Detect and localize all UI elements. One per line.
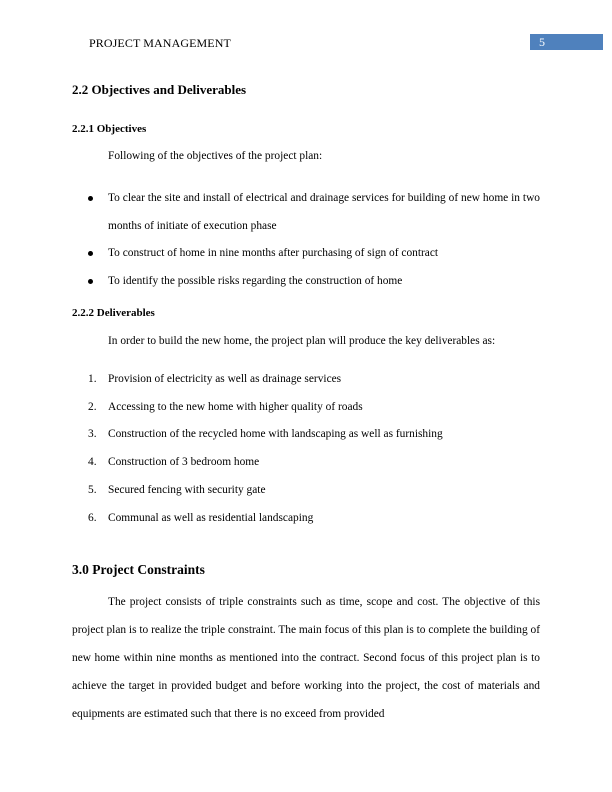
objectives-list [72,185,540,296]
section-heading-3-0: 3.0 Project Constraints [72,562,205,577]
constraints-paragraph: The project consists of triple constraints such as time, scope and cost. The objective of this project plan is to realize the triple constraint. The main focus of this plan is to complete the building of new home within nine months as mentioned into the contract. Second focus of this project plan is to achieve the target in provided budget and before working into the project, the cost of materials and equipments are estimated such that there is no exceed from provided [72,596,540,720]
bullet-icon [88,279,93,284]
page-number-badge: 5 [530,34,603,50]
deliverables-intro: In order to build the new home, the project plan will produce the key deliverables as: [108,335,496,347]
list-item: 1. Provision of electricity as well as drainage services [88,373,342,385]
deliverables-list [72,366,540,532]
list-item: To identify the possible risks regarding the construction of home [72,268,540,296]
list-item: 5. Secured fencing with security gate [88,483,266,496]
list-item: 3. Construction of the recycled home with landscaping as well as furnishing [88,428,443,441]
list-item: 6. Communal as well as residential landscaping [88,511,314,524]
list-item: To construct of home in nine months after purchasing of sign of contract [72,240,540,268]
section-heading-2-2: 2.2 Objectives and Deliverables [72,82,247,97]
list-item: To clear the site and install of electrical and drainage services for building of new home in two months of initiate of execution phase [72,185,540,240]
list-item: 4. Construction of 3 bedroom home [88,456,260,469]
subheading-objectives: 2.2.1 Objectives [72,123,147,135]
subheading-deliverables: 2.2.2 Deliverables [72,307,155,319]
bullet-icon [88,196,93,201]
objectives-intro: Following of the objectives of the project plan: [108,150,323,162]
bullet-icon [88,251,93,256]
running-head: PROJECT MANAGEMENT [89,36,231,50]
list-item: 2. Accessing to the new home with higher quality of roads [88,400,363,413]
